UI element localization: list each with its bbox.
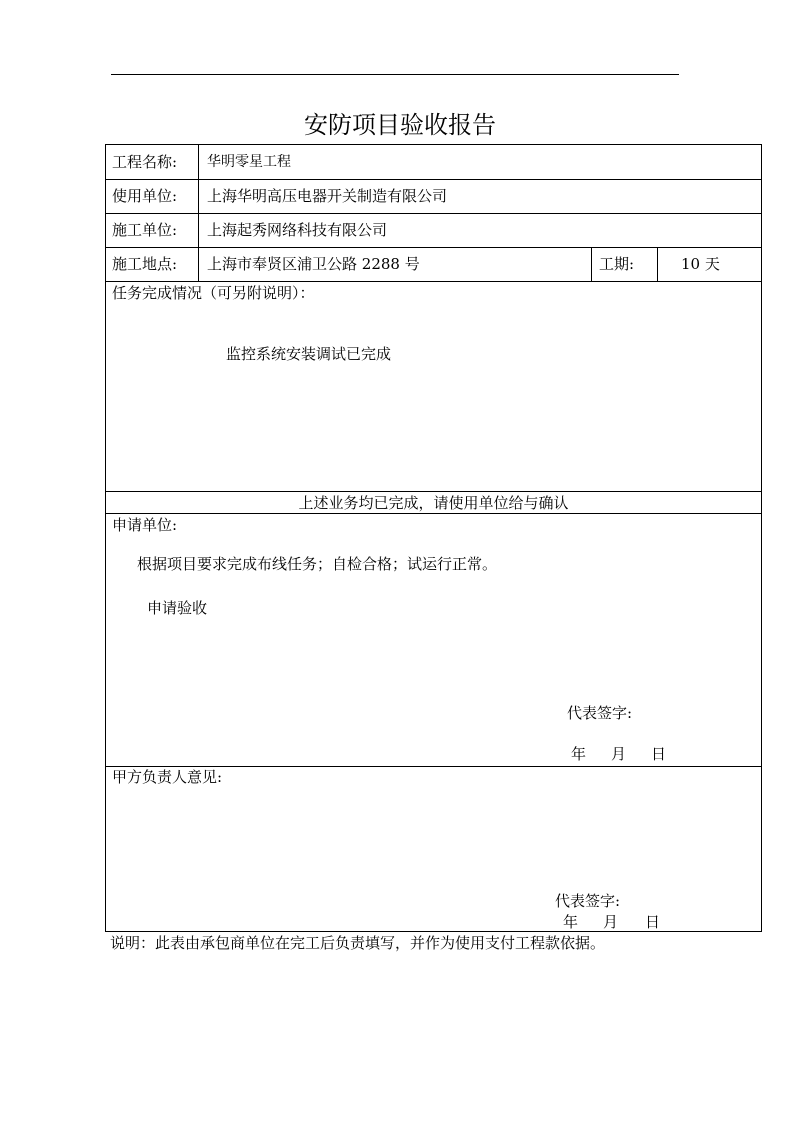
application-line-2: 申请验收 bbox=[147, 599, 208, 617]
site-label: 施工地点: bbox=[112, 255, 178, 273]
period-value-divider bbox=[657, 247, 658, 281]
row-divider bbox=[106, 179, 761, 180]
row-divider bbox=[106, 213, 761, 214]
project-name-label: 工程名称: bbox=[112, 153, 178, 171]
opinion-sign-label: 代表签字: bbox=[555, 892, 621, 910]
opinion-date-year: 年 bbox=[563, 913, 579, 931]
footnote: 说明：此表由承包商单位在完工后负责填写，并作为使用支付工程款依据。 bbox=[110, 934, 606, 952]
task-label: 任务完成情况（可另附说明）： bbox=[112, 284, 315, 302]
site-value: 上海市奉贤区浦卫公路 2288 号 bbox=[207, 255, 420, 273]
application-date-year: 年 bbox=[571, 745, 587, 763]
application-line-1: 根据项目要求完成布线任务；自检合格；试运行正常。 bbox=[137, 555, 498, 573]
row-divider bbox=[106, 513, 761, 514]
application-date-month: 月 bbox=[611, 745, 627, 763]
user-unit-value: 上海华明高压电器开关制造有限公司 bbox=[207, 187, 448, 205]
period-label: 工期: bbox=[599, 255, 635, 273]
application-sign-label: 代表签字: bbox=[567, 704, 633, 722]
opinion-date-month: 月 bbox=[603, 913, 619, 931]
confirm-notice: 上述业务均已完成，请使用单位给与确认 bbox=[298, 494, 569, 512]
period-value: 10 天 bbox=[681, 255, 720, 273]
header-rule bbox=[111, 74, 679, 75]
period-column-divider bbox=[591, 247, 592, 281]
application-label: 申请单位: bbox=[112, 516, 178, 534]
row-divider bbox=[106, 766, 761, 767]
row-divider bbox=[106, 491, 761, 492]
opinion-date-day: 日 bbox=[645, 913, 661, 931]
application-date-day: 日 bbox=[651, 745, 667, 763]
opinion-label: 甲方负责人意见: bbox=[112, 768, 223, 786]
user-unit-label: 使用单位: bbox=[112, 187, 178, 205]
report-table bbox=[105, 144, 762, 932]
task-content: 监控系统安装调试已完成 bbox=[226, 345, 392, 363]
row-divider bbox=[106, 247, 761, 248]
construction-unit-label: 施工单位: bbox=[112, 221, 178, 239]
label-column-divider bbox=[198, 145, 199, 281]
row-divider bbox=[106, 281, 761, 282]
construction-unit-value: 上海起秀网络科技有限公司 bbox=[207, 221, 388, 239]
page-title: 安防项目验收报告 bbox=[304, 111, 496, 139]
project-name-value: 华明零星工程 bbox=[207, 154, 291, 170]
